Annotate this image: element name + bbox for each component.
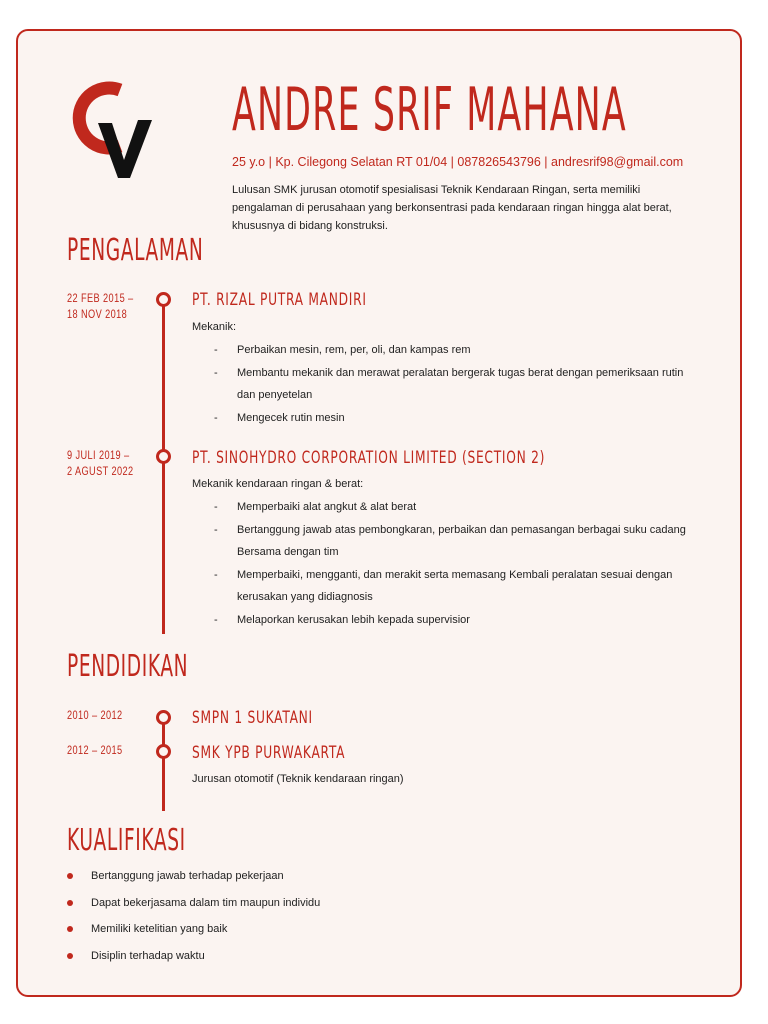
list-item: Dapat bekerjasama dalam tim maupun individu: [67, 895, 320, 922]
timeline-dot: [156, 292, 171, 307]
job-role: Mekanik:: [192, 321, 237, 333]
timeline-line-experience: [162, 300, 165, 634]
section-title-experience: PENGALAMAN: [67, 233, 204, 268]
school-name: SMPN 1 SUKATANI: [192, 708, 313, 728]
job-role: Mekanik kendaraan ringan & berat:: [192, 478, 364, 490]
list-item: - Memperbaiki alat angkut & alat berat: [214, 501, 417, 513]
education-date: 2012 – 2015: [67, 745, 123, 757]
section-title-education: PENDIDIKAN: [67, 649, 189, 684]
timeline-dot: [156, 744, 171, 759]
list-item: - Memperbaiki, mengganti, dan merakit serta memasang Kembali peralatan sesuai dengan kerusakan yang didiagnosis: [214, 568, 673, 603]
list-item: - Bertanggung jawab atas pembongkaran, perbaikan dan pemasangan berbagai suku cadang Bersama dengan tim: [214, 523, 686, 558]
list-item: Memiliki ketelitian yang baik: [67, 921, 320, 948]
profile-summary: Lulusan SMK jurusan otomotif spesialisasi Teknik Kendaraan Ringan, serta memiliki pengalaman di perusahaan yang berkonsentrasi pada kendaraan ringan hingga alat berat, khususnya di bidang konstruksi.: [232, 184, 672, 232]
timeline-dot: [156, 710, 171, 725]
bullet-dot: [67, 900, 73, 906]
cv-logo: [68, 78, 158, 178]
job-company: PT. SINOHYDRO CORPORATION LIMITED (SECTION 2): [192, 448, 546, 468]
candidate-name: ANDRE SRIF MAHANA: [232, 75, 627, 145]
list-item: - Mengecek rutin mesin: [214, 411, 345, 424]
qualification-list: [67, 868, 320, 974]
education-date: 2010 – 2012: [67, 710, 123, 722]
contact-info: 25 y.o | Kp. Cilegong Selatan RT 01/04 | 087826543796 | andresrif98@gmail.com: [232, 155, 684, 169]
bullet-dot: [67, 873, 73, 879]
job-tasks: [214, 496, 704, 631]
bullet-dot: [67, 953, 73, 959]
timeline-line-education: [162, 716, 165, 811]
school-detail: Jurusan otomotif (Teknik kendaraan ringan): [192, 773, 404, 785]
list-item: Disiplin terhadap waktu: [67, 948, 320, 975]
section-title-qualifications: KUALIFIKASI: [67, 823, 186, 858]
job-date: 22 FEB 2015 – 18 NOV 2018: [67, 293, 134, 321]
bullet-dot: [67, 926, 73, 932]
list-item: - Membantu mekanik dan merawat peralatan bergerak tugas berat dengan pemeriksaan rutin dan penyetelan: [214, 366, 684, 401]
list-item: Bertanggung jawab terhadap pekerjaan: [67, 868, 320, 895]
timeline-dot: [156, 449, 171, 464]
job-tasks: [214, 339, 704, 429]
job-company: PT. RIZAL PUTRA MANDIRI: [192, 290, 367, 310]
list-item: - Perbaikan mesin, rem, per, oli, dan kampas rem: [214, 344, 471, 356]
school-name: SMK YPB PURWAKARTA: [192, 743, 346, 763]
list-item: - Melaporkan kerusakan lebih kepada supervisior: [214, 613, 470, 626]
job-date: 9 JULI 2019 – 2 AGUST 2022: [67, 450, 134, 478]
